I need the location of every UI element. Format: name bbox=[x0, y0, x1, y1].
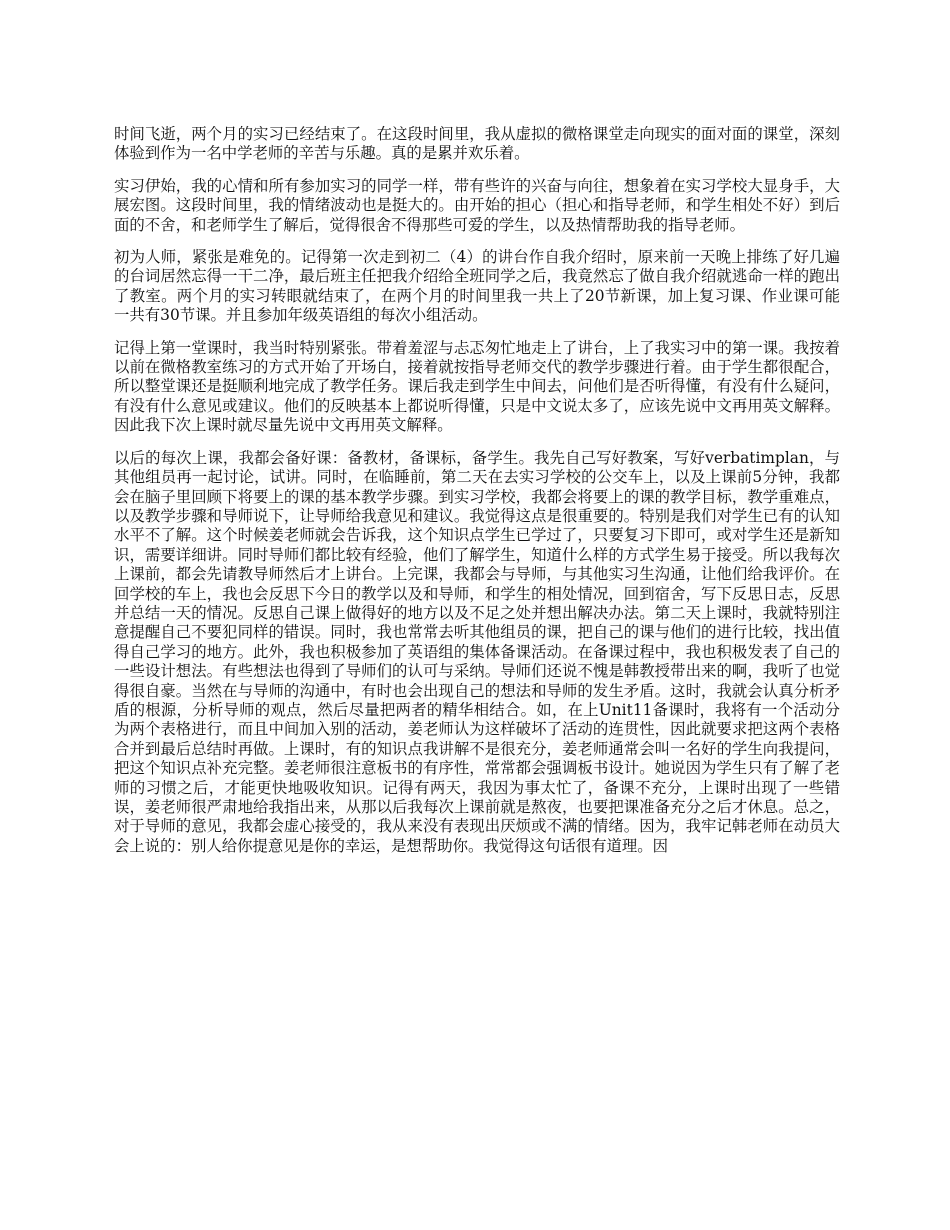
document-body bbox=[114, 125, 840, 869]
paragraph-2: 实习伊始，我的心情和所有参加实习的同学一样，带有些许的兴奋与向往，想象着在实习学校大显身手，大展宏图。这段时间里，我的情绪波动也是挺大的。由开始的担心（担心和指导老师，和学生相处不好）到后面的不舍，和老师学生了解后，觉得很舍不得那些可爱的学生，以及热情帮助我的指导老师。 bbox=[114, 176, 840, 234]
paragraph-1: 时间飞逝，两个月的实习已经结束了。在这段时间里，我从虚拟的微格课堂走向现实的面对面的课堂，深刻体验到作为一名中学老师的辛苦与乐趣。真的是累并欢乐着。 bbox=[114, 125, 840, 163]
paragraph-3: 初为人师，紧张是难免的。记得第一次走到初二（4）的讲台作自我介绍时，原来前一天晚上排练了好几遍的台词居然忘得一干二净，最后班主任把我介绍给全班同学之后，我竟然忘了做自我介绍就逃命一样的跑出了教室。两个月的实习转眼就结束了，在两个月的时间里我一共上了20节新课，加上复习课、作业课可能一共有30节课。并且参加年级英语组的每次小组活动。 bbox=[114, 248, 840, 325]
paragraph-5: 以后的每次上课，我都会备好课：备教材，备课标，备学生。我先自己写好教案，写好verbatimplan，与其他组员再一起讨论，试讲。同时，在临睡前，第二天在去实习学校的公交车上，以及上课前5分钟，我都会在脑子里回顾下将要上的课的基本教学步骤。到实习学校，我都会将要上的课的教学目标，教学重难点，以及教学步骤和导师说下，让导师给我意见和建议。我觉得这点是很重要的。特别是我们对学生已有的认知水平不了解。这个时候姜老师就会告诉我，这个知识点学生已学过了，只要复习下即可，或对学生还是新知识，需要详细讲。同时导师们都比较有经验，他们了解学生，知道什么样的方式学生易于接受。所以我每次上课前，都会先请教导师然后才上讲台。上完课，我都会与导师，与其他实习生沟通，让他们给我评价。在回学校的车上，我也会反思下今日的教学以及和导师，和学生的相处情况，回到宿舍，写下反思日志，反思并总结一天的情况。反思自己课上做得好的地方以及不足之处并想出解决办法。第二天上课时，我就特别注意提醒自己不要犯同样的错误。同时，我也常常去听其他组员的课，把自己的课与他们的进行比较，找出值得自己学习的地方。此外，我也积极参加了英语组的集体备课活动。在备课过程中，我也积极发表了自己的一些设计想法。有些想法也得到了导师们的认可与采纳。导师们还说不愧是韩教授带出来的啊，我听了也觉得很自豪。当然在与导师的沟通中，有时也会出现自己的想法和导师的发生矛盾。这时，我就会认真分析矛盾的根源，分析导师的观点，然后尽量把两者的精华相结合。如，在上Unit11备课时，我将有一个活动分为两个表格进行，而且中间加入别的活动，姜老师认为这样破坏了活动的连贯性，因此就要求把这两个表格合并到最后总结时再做。上课时，有的知识点我讲解不是很充分，姜老师通常会叫一名好的学生向我提问，把这个知识点补充完整。姜老师很注意板书的有序性，常常都会强调板书设计。她说因为学生只有了解了老师的习惯之后，才能更快地吸收知识。记得有两天，我因为事太忙了，备课不充分，上课时出现了一些错误，姜老师很严肃地给我指出来，从那以后我每次上课前就是熬夜，也要把课准备充分之后才休息。总之，对于导师的意见，我都会虚心接受的，我从来没有表现出厌烦或不满的情绪。因为，我牢记韩老师在动员大会上说的：别人给你提意见是你的幸运，是想帮助你。我觉得这句话很有道理。因 bbox=[114, 448, 840, 855]
paragraph-4: 记得上第一堂课时，我当时特别紧张。带着羞涩与忐忑匆忙地走上了讲台，上了我实习中的第一课。我按着以前在微格教室练习的方式开始了开场白，接着就按指导老师交代的教学步骤进行着。由于学生都很配合，所以整堂课还是挺顺利地完成了教学任务。课后我走到学生中间去，问他们是否听得懂，有没有什么疑问，有没有什么意见或建议。他们的反映基本上都说听得懂，只是中文说太多了，应该先说中文再用英文解释。因此我下次上课时就尽量先说中文再用英文解释。 bbox=[114, 338, 840, 435]
